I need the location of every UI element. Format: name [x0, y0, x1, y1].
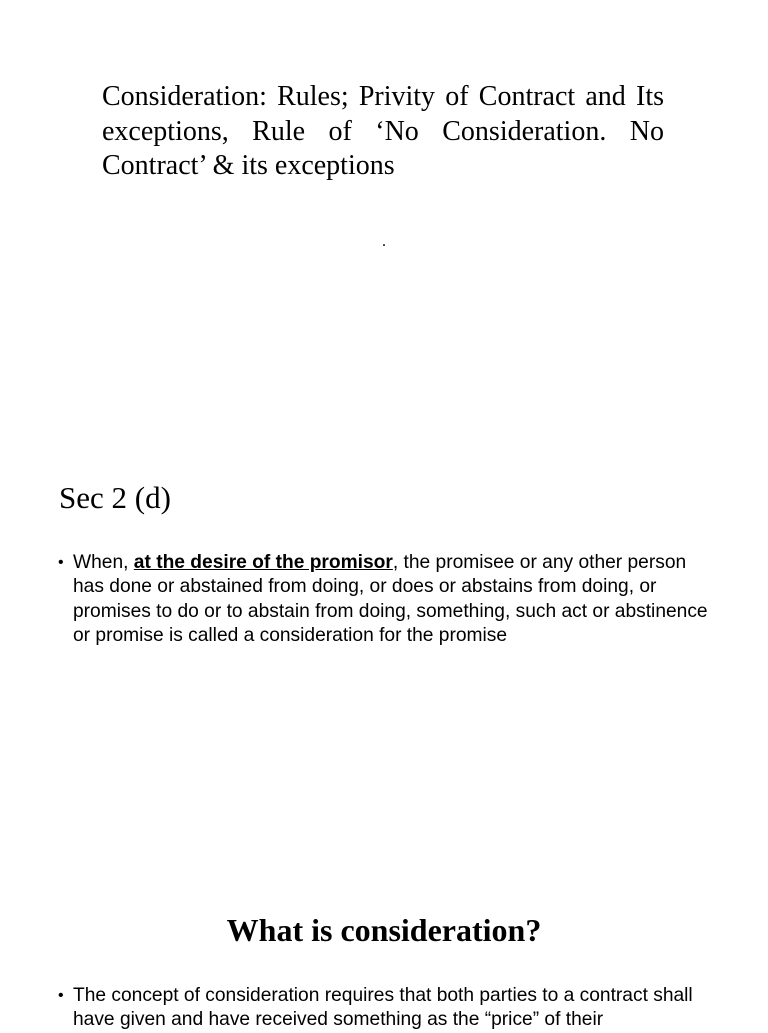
- bullet-text: The concept of consideration requires that both parties to a contract shall have given and have received something as the “price” of their: [73, 985, 693, 1031]
- bullet-list: [58, 984, 718, 1033]
- list-item: [58, 984, 718, 1033]
- bullet-list: [58, 551, 718, 648]
- bullet-icon: •: [58, 987, 64, 1004]
- slide-sec-2d: [0, 430, 768, 870]
- bullet-text-before: When,: [73, 552, 134, 573]
- bullet-emphasis: at the desire of the promisor: [133, 552, 393, 573]
- section-heading: Sec 2 (d): [59, 480, 171, 515]
- slide-title: [0, 0, 768, 430]
- stray-dot: .: [382, 233, 386, 250]
- list-item: [58, 551, 718, 648]
- bullet-icon: •: [58, 554, 64, 571]
- slide-what-is-consideration: [0, 870, 768, 1031]
- document-title: Consideration: Rules; Privity of Contract and Its exceptions, Rule of ‘No Consideration. No Contract’ & its exceptions: [102, 81, 664, 181]
- bullet-text-after: , the promisee or any other person has done or abstained from doing, or does or abstains from doing, or promises to do or to abstain from doing, something, such act or abstinence or promise is called a consideration for the promise: [73, 552, 708, 646]
- slide-heading: What is consideration?: [226, 912, 542, 948]
